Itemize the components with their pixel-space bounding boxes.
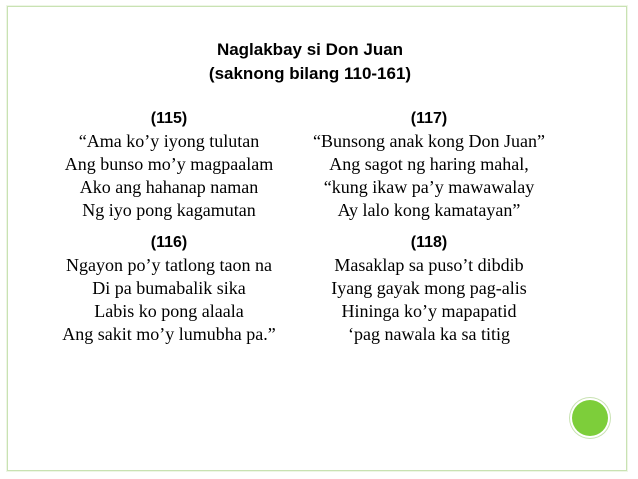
stanza-line: Ang sagot ng haring mahal, — [329, 154, 529, 174]
stanza-118 — [284, 231, 574, 346]
stanza-line: ‘pag nawala ka sa titig — [348, 324, 510, 344]
stanza-line: Ako ang hahanap naman — [79, 177, 259, 197]
title-line-1: Naglakbay si Don Juan — [216, 40, 404, 59]
stanza-line: Hininga ko’y mapapatid — [341, 301, 517, 321]
stanza-line: Ay lalo kong kamatayan” — [337, 200, 521, 220]
stanza-line: “Bunsong anak kong Don Juan” — [313, 131, 545, 151]
stanza-number: (115) — [150, 110, 188, 127]
green-circle-icon — [572, 400, 608, 436]
stanza-line: Labis ko pong alaala — [94, 301, 244, 321]
stanza-line: Ngayon po’y tatlong taon na — [66, 255, 272, 275]
stanza-line: “Ama ko’y iyong tulutan — [78, 131, 260, 151]
stanza-117 — [284, 107, 574, 222]
stanza-116 — [24, 231, 314, 346]
stanza-line: Masaklap sa puso’t dibdib — [334, 255, 524, 275]
stanza-number: (116) — [150, 234, 188, 251]
slide-title — [120, 38, 500, 86]
stanza-number: (118) — [410, 234, 448, 251]
stanza-number: (117) — [410, 110, 448, 127]
stanza-line: Ng iyo pong kagamutan — [82, 200, 256, 220]
stanza-115 — [24, 107, 314, 222]
stanza-line: Iyang gayak mong pag-alis — [331, 278, 527, 298]
title-line-2: (saknong bilang 110-161) — [208, 64, 412, 83]
stanza-line: Di pa bumabalik sika — [92, 278, 246, 298]
stanza-line: Ang bunso mo’y magpaalam — [64, 154, 274, 174]
stanza-line: Ang sakit mo’y lumubha pa.” — [62, 324, 276, 344]
stanza-line: “kung ikaw pa’y mawawalay — [323, 177, 535, 197]
